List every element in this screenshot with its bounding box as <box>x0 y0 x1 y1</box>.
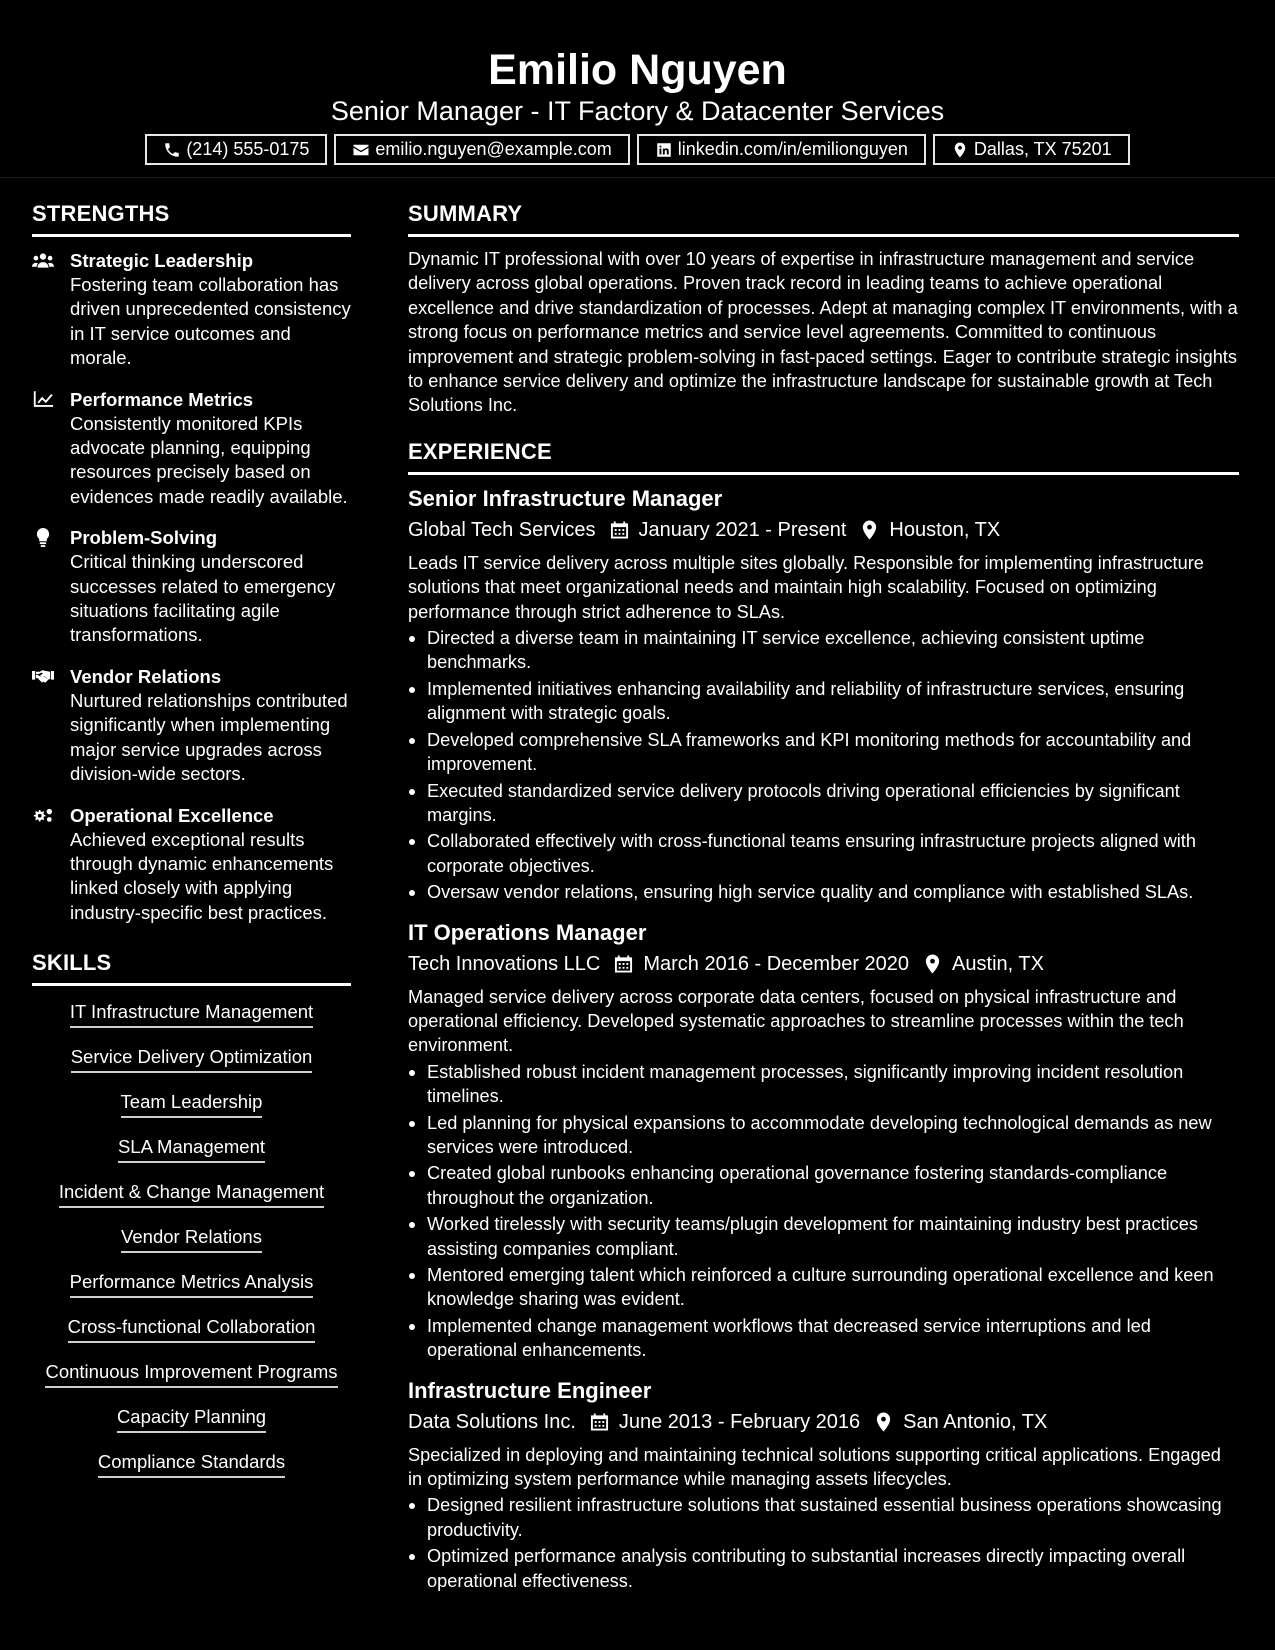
job-dates: January 2021 - Present <box>638 518 847 541</box>
resume-header <box>0 0 1275 178</box>
strength-title: Operational Excellence <box>70 804 274 826</box>
right-column <box>408 200 1239 1595</box>
job-meta <box>408 949 1239 979</box>
strength-desc: Nurtured relationships contributed significantly when implementing major service upgrades across division-wide sectors. <box>70 689 348 785</box>
job-company: Global Tech Services <box>408 518 596 541</box>
calendar-icon <box>590 1412 609 1432</box>
job-description: Specialized in deploying and maintaining technical solutions supporting critical applications. Engaged in optimizing system performance while managing assets lifecycles. <box>408 1444 1221 1490</box>
contact-linkedin-text: linkedin.com/in/emilionguyen <box>677 139 908 159</box>
strengths-list <box>32 249 351 925</box>
contact-phone[interactable] <box>145 134 327 165</box>
contact-linkedin[interactable] <box>637 134 926 165</box>
job-location: Houston, TX <box>889 518 1001 541</box>
job-bullet: Led planning for physical expansions to accommodate developing technological demands as new services were introduced. <box>408 1111 1239 1160</box>
job-bullet: Implemented initiatives enhancing availability and reliability of infrastructure services, ensuring alignment with strategic goals. <box>408 677 1239 726</box>
strength-item <box>32 526 351 648</box>
job-title: Infrastructure Engineer <box>408 1377 652 1403</box>
skill-item: Continuous Improvement Programs <box>45 1360 337 1388</box>
candidate-name: Emilio Nguyen <box>488 46 787 94</box>
skill-item: Incident & Change Management <box>59 1180 324 1208</box>
users-icon <box>32 251 54 270</box>
job-title: Senior Infrastructure Manager <box>408 485 723 511</box>
strength-item <box>32 804 351 926</box>
job-entry <box>408 919 1239 1363</box>
job-bullet: Optimized performance analysis contributing to substantial increases directly impacting overall operational effectiveness. <box>408 1544 1239 1593</box>
job-bullet: Mentored emerging talent which reinforced a culture surrounding operational excellence and keen knowledge sharing was evident. <box>408 1263 1239 1312</box>
contact-email[interactable] <box>334 134 629 165</box>
skill-item: Service Delivery Optimization <box>71 1045 313 1073</box>
strength-title: Vendor Relations <box>70 665 222 687</box>
job-company: Tech Innovations LLC <box>408 952 601 975</box>
map-marker-icon <box>860 520 879 540</box>
map-marker-icon <box>874 1412 893 1432</box>
job-bullet: Implemented change management workflows that decreased service interruptions and led operational enhancements. <box>408 1314 1239 1363</box>
job-meta <box>408 1407 1239 1437</box>
skill-item: SLA Management <box>118 1135 265 1163</box>
cogs-icon <box>32 806 54 825</box>
candidate-title: Senior Manager - IT Factory & Datacenter Services <box>330 96 945 126</box>
job-bullets <box>408 1493 1239 1593</box>
left-column <box>32 200 351 1495</box>
strength-item <box>32 249 351 371</box>
skill-item: Performance Metrics Analysis <box>70 1270 314 1298</box>
calendar-icon <box>610 520 629 540</box>
skill-item: Compliance Standards <box>98 1450 285 1478</box>
job-bullet: Directed a diverse team in maintaining IT service excellence, achieving consistent uptime benchmarks. <box>408 626 1239 675</box>
handshake-icon <box>32 667 54 686</box>
envelope-icon <box>352 141 370 159</box>
strength-desc: Fostering team collaboration has driven unprecedented consistency in IT service outcomes and morale. <box>70 274 351 369</box>
summary-text: Dynamic IT professional with over 10 years of expertise in infrastructure management and service delivery across global operations. Proven track record in leading teams to achieve operational excellence and drive standardization of processes. Adept at managing complex IT environments, with a strong focus on performance metrics and service level agreements. Committed to continuous improvement and strategic problem-solving in fast-paced settings. Eager to contribute strategic insights to enhance service delivery and optimize the infrastructure landscape for sustainable growth at Tech Solutions Inc. <box>408 249 1238 416</box>
job-description: Leads IT service delivery across multiple sites globally. Responsible for implementing infrastructure solutions that meet organizational needs and maintain high scalability. Focused on optimizing performance through strict adherence to SLAs. <box>408 552 1204 622</box>
linkedin-icon <box>655 141 673 159</box>
job-bullet: Worked tirelessly with security teams/plugin development for maintaining industry best practices assisting companies compliant. <box>408 1212 1239 1261</box>
strength-desc: Consistently monitored KPIs advocate planning, equipping resources precisely based on evidences made readily available. <box>70 412 348 507</box>
skill-item: Capacity Planning <box>117 1405 266 1433</box>
lightbulb-icon <box>32 528 54 547</box>
contact-email-text: emilio.nguyen@example.com <box>375 139 612 159</box>
job-location: San Antonio, TX <box>903 1410 1048 1433</box>
strength-title: Strategic Leadership <box>70 250 254 271</box>
skill-item: IT Infrastructure Management <box>70 1000 313 1028</box>
map-marker-icon <box>923 954 942 974</box>
job-entry <box>408 1377 1239 1593</box>
job-bullet: Designed resilient infrastructure solutions that sustained essential business operations showcasing productivity. <box>408 1493 1239 1542</box>
job-bullet: Collaborated effectively with cross-functional teams ensuring infrastructure projects aligned with corporate objectives. <box>408 829 1239 878</box>
job-bullet: Established robust incident management processes, significantly improving incident resolution timelines. <box>408 1060 1239 1109</box>
strength-desc: Critical thinking underscored successes related to emergency situations facilitating agile transformations. <box>70 551 336 646</box>
strength-title: Performance Metrics <box>70 388 254 410</box>
job-entry <box>408 485 1239 905</box>
strength-title: Problem-Solving <box>70 527 217 549</box>
experience-heading: EXPERIENCE <box>408 438 1239 475</box>
strength-item <box>32 665 351 787</box>
strength-desc: Achieved exceptional results through dynamic enhancements linked closely with applying industry-specific best practices. <box>70 828 334 923</box>
job-bullet: Created global runbooks enhancing operational governance fostering standards-compliance throughout the organization. <box>408 1161 1239 1210</box>
job-bullets <box>408 626 1239 904</box>
job-location: Austin, TX <box>952 952 1044 975</box>
contact-location-text: Dallas, TX 75201 <box>973 139 1112 159</box>
job-company: Data Solutions Inc. <box>408 1410 576 1433</box>
calendar-icon <box>614 954 633 974</box>
chart-line-icon <box>32 390 54 409</box>
job-title: IT Operations Manager <box>408 919 647 945</box>
skill-item: Vendor Relations <box>121 1225 262 1253</box>
skills-list <box>32 1000 351 1495</box>
job-dates: March 2016 - December 2020 <box>643 952 910 975</box>
map-marker-icon <box>951 141 969 159</box>
job-bullets <box>408 1060 1239 1363</box>
job-meta <box>408 515 1239 545</box>
job-bullet: Oversaw vendor relations, ensuring high service quality and compliance with established SLAs. <box>408 880 1239 904</box>
skill-item: Team Leadership <box>121 1090 263 1118</box>
phone-icon <box>163 141 181 159</box>
job-description: Managed service delivery across corporate data centers, focused on physical infrastructure and operational efficiency. Developed systematic approaches to streamline processes within the tech environment. <box>408 986 1184 1056</box>
job-bullet: Executed standardized service delivery protocols driving operational efficiencies by significant margins. <box>408 779 1239 828</box>
skill-item: Cross-functional Collaboration <box>68 1315 316 1343</box>
skills-heading: SKILLS <box>32 949 351 986</box>
job-bullet: Developed comprehensive SLA frameworks and KPI monitoring methods for accountability and improvement. <box>408 728 1239 777</box>
summary-heading: SUMMARY <box>408 200 1239 237</box>
strength-item <box>32 388 351 510</box>
contact-phone-text: (214) 555-0175 <box>186 139 310 159</box>
job-dates: June 2013 - February 2016 <box>618 1410 861 1433</box>
strengths-heading: STRENGTHS <box>32 200 351 237</box>
contact-location[interactable] <box>933 134 1130 165</box>
contact-bar <box>0 134 1275 165</box>
